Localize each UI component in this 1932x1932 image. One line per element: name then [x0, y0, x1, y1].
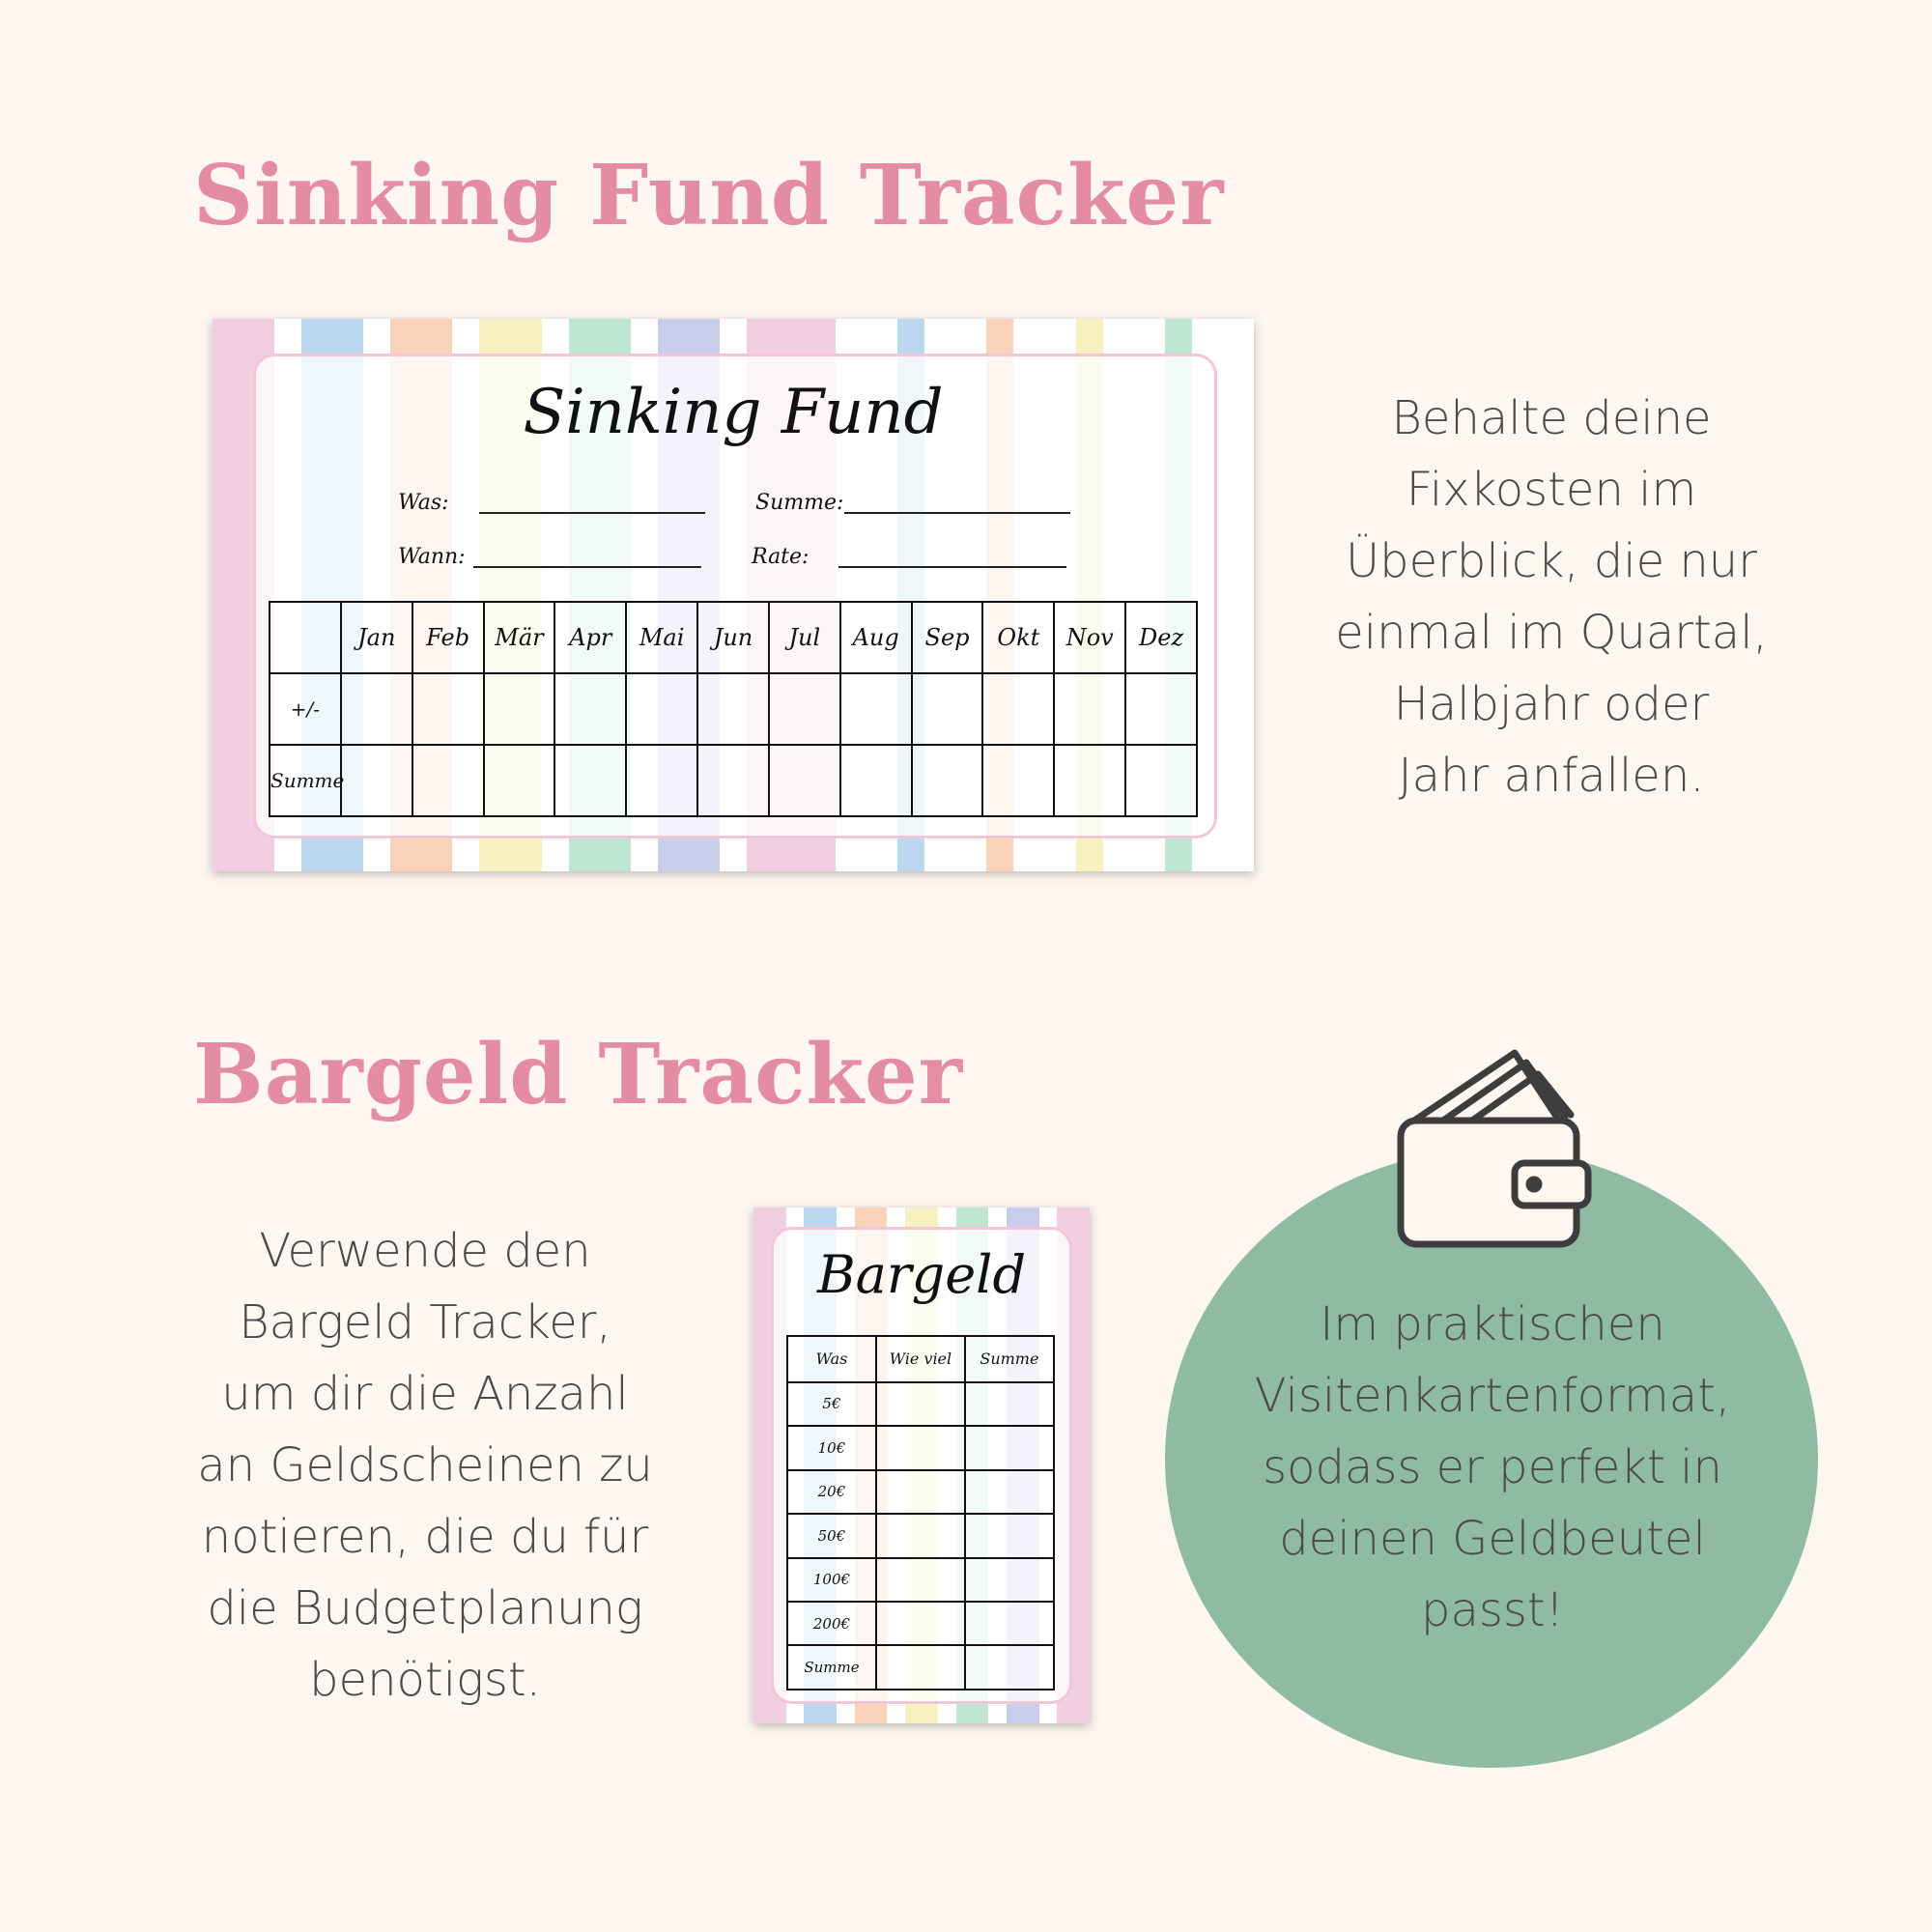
entry-cell[interactable]	[965, 1645, 1054, 1690]
row-label-cell: Summe	[270, 745, 341, 816]
entry-cell[interactable]	[1125, 745, 1197, 816]
field-line-summe[interactable]	[844, 512, 1070, 514]
table-row	[787, 1426, 1054, 1469]
table-header-row	[270, 602, 1197, 673]
month-header-cell: Apr	[554, 602, 626, 673]
entry-cell[interactable]	[965, 1602, 1054, 1645]
entry-cell[interactable]	[626, 745, 697, 816]
field-label-summe: Summe:	[755, 491, 844, 515]
table-header-row	[787, 1336, 1054, 1382]
field-label-rate: Rate:	[752, 545, 810, 569]
entry-cell[interactable]	[697, 745, 769, 816]
table-row	[787, 1470, 1054, 1514]
entry-cell[interactable]	[484, 673, 555, 745]
bargeld-card-title: Bargeld	[816, 1244, 1027, 1305]
row-label-cell: 5€	[787, 1382, 876, 1426]
sinking-fund-table	[269, 601, 1198, 817]
entry-cell[interactable]	[484, 745, 555, 816]
entry-cell[interactable]	[876, 1470, 965, 1514]
table-row	[787, 1645, 1054, 1690]
entry-cell[interactable]	[876, 1602, 965, 1645]
entry-cell[interactable]	[554, 745, 626, 816]
row-label-cell: 10€	[787, 1426, 876, 1469]
row-label-cell: +/-	[270, 673, 341, 745]
row-label-cell: 100€	[787, 1558, 876, 1602]
table-row	[787, 1514, 1054, 1557]
field-label-wann: Wann:	[398, 545, 466, 569]
entry-cell[interactable]	[341, 673, 412, 745]
table-row	[787, 1602, 1054, 1645]
month-header-cell: Nov	[1054, 602, 1125, 673]
entry-cell[interactable]	[965, 1426, 1054, 1469]
table-corner-cell	[270, 602, 341, 673]
row-label-cell: 20€	[787, 1470, 876, 1514]
field-line-wann[interactable]	[473, 566, 701, 568]
entry-cell[interactable]	[626, 673, 697, 745]
entry-cell[interactable]	[876, 1514, 965, 1557]
table-row	[787, 1558, 1054, 1602]
month-header-cell: Jul	[769, 602, 840, 673]
entry-cell[interactable]	[1125, 673, 1197, 745]
entry-cell[interactable]	[982, 673, 1054, 745]
entry-cell[interactable]	[982, 745, 1054, 816]
sinking-fund-description: Behalte deine Fixkosten im Überblick, die nur einmal im Quartal, Halbjahr oder Jahr anfallen.	[1335, 391, 1768, 803]
entry-cell[interactable]	[876, 1645, 965, 1690]
month-header-cell: Jun	[697, 602, 769, 673]
month-header-cell: Aug	[840, 602, 912, 673]
entry-cell[interactable]	[769, 745, 840, 816]
month-header-cell: Mai	[626, 602, 697, 673]
row-label-cell: 50€	[787, 1514, 876, 1557]
month-header-cell: Feb	[412, 602, 484, 673]
entry-cell[interactable]	[965, 1382, 1054, 1426]
column-header-cell: Wie viel	[876, 1336, 965, 1382]
column-header-cell: Summe	[965, 1336, 1054, 1382]
entry-cell[interactable]	[876, 1382, 965, 1426]
month-header-cell: Okt	[982, 602, 1054, 673]
entry-cell[interactable]	[965, 1558, 1054, 1602]
row-label-cell: Summe	[787, 1645, 876, 1690]
entry-cell[interactable]	[912, 673, 983, 745]
table-row	[787, 1382, 1054, 1426]
sinking-fund-heading: Sinking Fund Tracker	[193, 147, 1225, 244]
entry-cell[interactable]	[965, 1514, 1054, 1557]
entry-cell[interactable]	[965, 1470, 1054, 1514]
entry-cell[interactable]	[554, 673, 626, 745]
entry-cell[interactable]	[876, 1558, 965, 1602]
entry-cell[interactable]	[840, 673, 912, 745]
row-label-cell: 200€	[787, 1602, 876, 1645]
field-line-was[interactable]	[479, 512, 705, 514]
month-header-cell: Mär	[484, 602, 555, 673]
entry-cell[interactable]	[912, 745, 983, 816]
table-row	[270, 673, 1197, 745]
month-header-cell: Jan	[341, 602, 412, 673]
month-header-cell: Sep	[912, 602, 983, 673]
column-header-cell: Was	[787, 1336, 876, 1382]
table-row	[270, 745, 1197, 816]
sinking-fund-card	[213, 319, 1254, 871]
entry-cell[interactable]	[341, 745, 412, 816]
entry-cell[interactable]	[697, 673, 769, 745]
entry-cell[interactable]	[840, 745, 912, 816]
field-label-was: Was:	[398, 491, 449, 515]
entry-cell[interactable]	[769, 673, 840, 745]
entry-cell[interactable]	[1054, 745, 1125, 816]
entry-cell[interactable]	[412, 745, 484, 816]
bargeld-card	[753, 1208, 1090, 1723]
entry-cell[interactable]	[412, 673, 484, 745]
circle-text: Im praktischen Visitenkartenformat, sodass er perfekt in deinen Geldbeutel passt!	[1254, 1297, 1731, 1637]
bargeld-table	[786, 1335, 1055, 1690]
sinking-fund-card-title: Sinking Fund	[523, 377, 944, 448]
field-line-rate[interactable]	[838, 566, 1066, 568]
wallet-icon	[1391, 1045, 1604, 1258]
month-header-cell: Dez	[1125, 602, 1197, 673]
entry-cell[interactable]	[876, 1426, 965, 1469]
entry-cell[interactable]	[1054, 673, 1125, 745]
bargeld-description: Verwende den Bargeld Tracker, um dir die Anzahl an Geldscheinen zu notieren, die du für die Budgetplanung benötigst.	[197, 1224, 653, 1707]
bargeld-heading: Bargeld Tracker	[193, 1026, 964, 1123]
